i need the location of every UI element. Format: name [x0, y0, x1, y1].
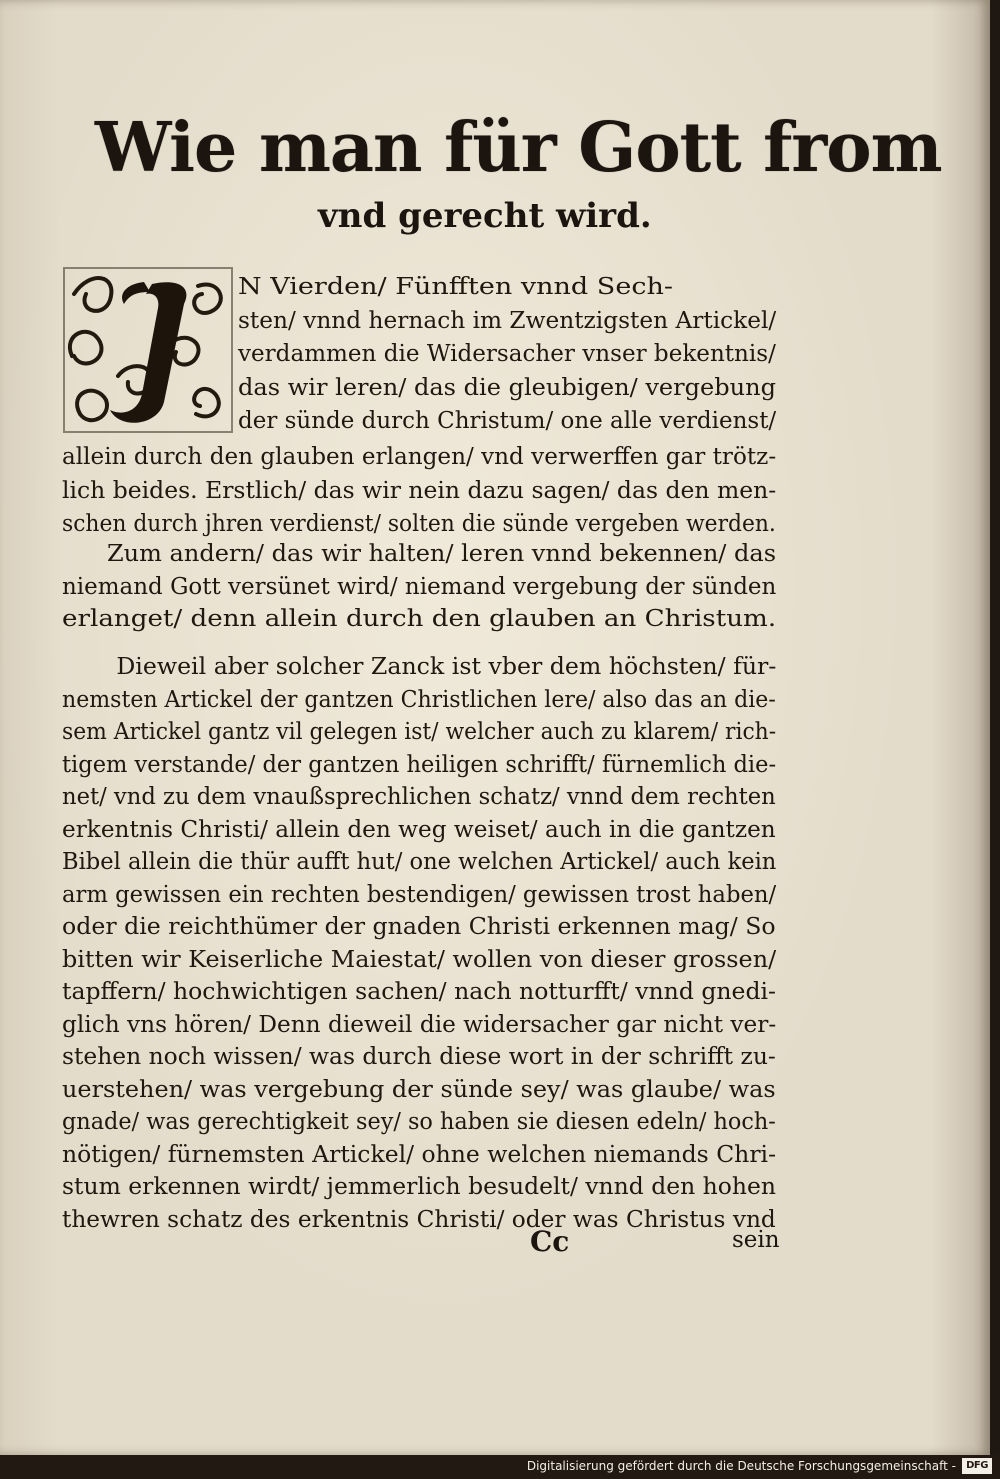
dfg-logo: DFG: [962, 1458, 992, 1474]
text-line: erlanget/ denn allein durch den glauben an Christum.: [62, 604, 777, 632]
text-line: Dieweil aber solcher Zanck ist vber dem höchsten/ für-: [116, 652, 777, 680]
page-title: Wie man für Gott from: [95, 108, 942, 188]
signature-mark: Cc: [530, 1225, 570, 1258]
decorated-initial-letter: [60, 264, 236, 436]
paragraph-1-beside-initial: [238, 270, 788, 438]
text-line: Bibel allein die thür aufft hut/ one welchen Artickel/ auch kein: [62, 847, 777, 875]
text-line: sem Artickel gantz vil gelegen ist/ welcher auch zu klarem/ rich-: [62, 717, 777, 745]
text-line: oder die reichthümer der gnaden Christi erkennen mag/ So: [62, 912, 776, 940]
funding-credit: Digitalisierung gefördert durch die Deutsche Forschungsgemeinschaft -: [526, 1459, 956, 1473]
text-line: bitten wir Keiserliche Maiestat/ wollen von dieser grossen/: [62, 944, 777, 973]
text-line: gnade/ was gerechtigkeit sey/ so haben sie diesen edeln/ hoch-: [62, 1107, 776, 1135]
text-line: das wir leren/ das die gleubigen/ vergebung: [238, 372, 776, 401]
text-line: stehen noch wissen/ was durch diese wort in der schrifft zu-: [62, 1042, 776, 1070]
text-line: nötigen/ fürnemsten Artickel/ ohne welchen niemands Chri-: [62, 1139, 777, 1168]
catchword: sein: [732, 1227, 780, 1253]
text-line: uerstehen/ was vergebung der sünde sey/ was glaube/ was: [62, 1074, 776, 1103]
text-line: tigem verstande/ der gantzen heiligen schrifft/ fürnemlich die-: [62, 749, 777, 778]
text-line: verdammen die Widersacher vnser bekentnis/: [238, 339, 776, 367]
text-line: stum erkennen wirdt/ jemmerlich besudelt/ vnnd den hohen: [62, 1172, 776, 1200]
text-line: nemsten Artickel der gantzen Christlichen lere/ also das an die-: [62, 684, 776, 713]
text-line: der sünde durch Christum/ one alle verdienst/: [238, 406, 777, 434]
digitization-credit-bar: [0, 1455, 1000, 1479]
text-line: lich beides. Erstlich/ das wir nein dazu sagen/ das den men-: [62, 475, 777, 504]
text-line: tapffern/ hochwichtigen sachen/ nach notturfft/ vnnd gnedi-: [62, 977, 777, 1005]
text-line: net/ vnd zu dem vnaußsprechlichen schatz/ vnnd dem rechten: [62, 782, 776, 810]
paragraph-3: [62, 650, 831, 1235]
text-line: sten/ vnnd hernach im Zwentzigsten Artickel/: [238, 305, 777, 334]
paragraph-2: [62, 537, 792, 635]
text-line: niemand Gott versünet wird/ niemand vergebung der sünden: [62, 571, 777, 600]
page-footer: [0, 1225, 990, 1261]
text-line: thewren schatz des erkentnis Christi/ oder was Christus vnd: [62, 1204, 776, 1233]
text-line: Zum andern/ das wir halten/ leren vnnd bekennen/ das: [106, 539, 777, 567]
paragraph-1-continued: [62, 440, 831, 541]
text-line: N Vierden/ Fünfften vnnd Sech-: [238, 272, 673, 300]
text-line: glich vns hören/ Denn dieweil die widersacher gar nicht ver-: [62, 1009, 777, 1038]
text-line: schen durch jhren verdienst/ solten die sünde vergeben werden.: [62, 509, 776, 537]
text-line: arm gewissen ein rechten bestendigen/ gewissen trost haben/: [62, 879, 777, 908]
text-line: erkentnis Christi/ allein den weg weiset/ auch in die gantzen: [62, 814, 776, 843]
page-subtitle: vnd gerecht wird.: [318, 196, 652, 236]
text-line: allein durch den glauben erlangen/ vnd verwerffen gar trötz-: [62, 442, 777, 470]
